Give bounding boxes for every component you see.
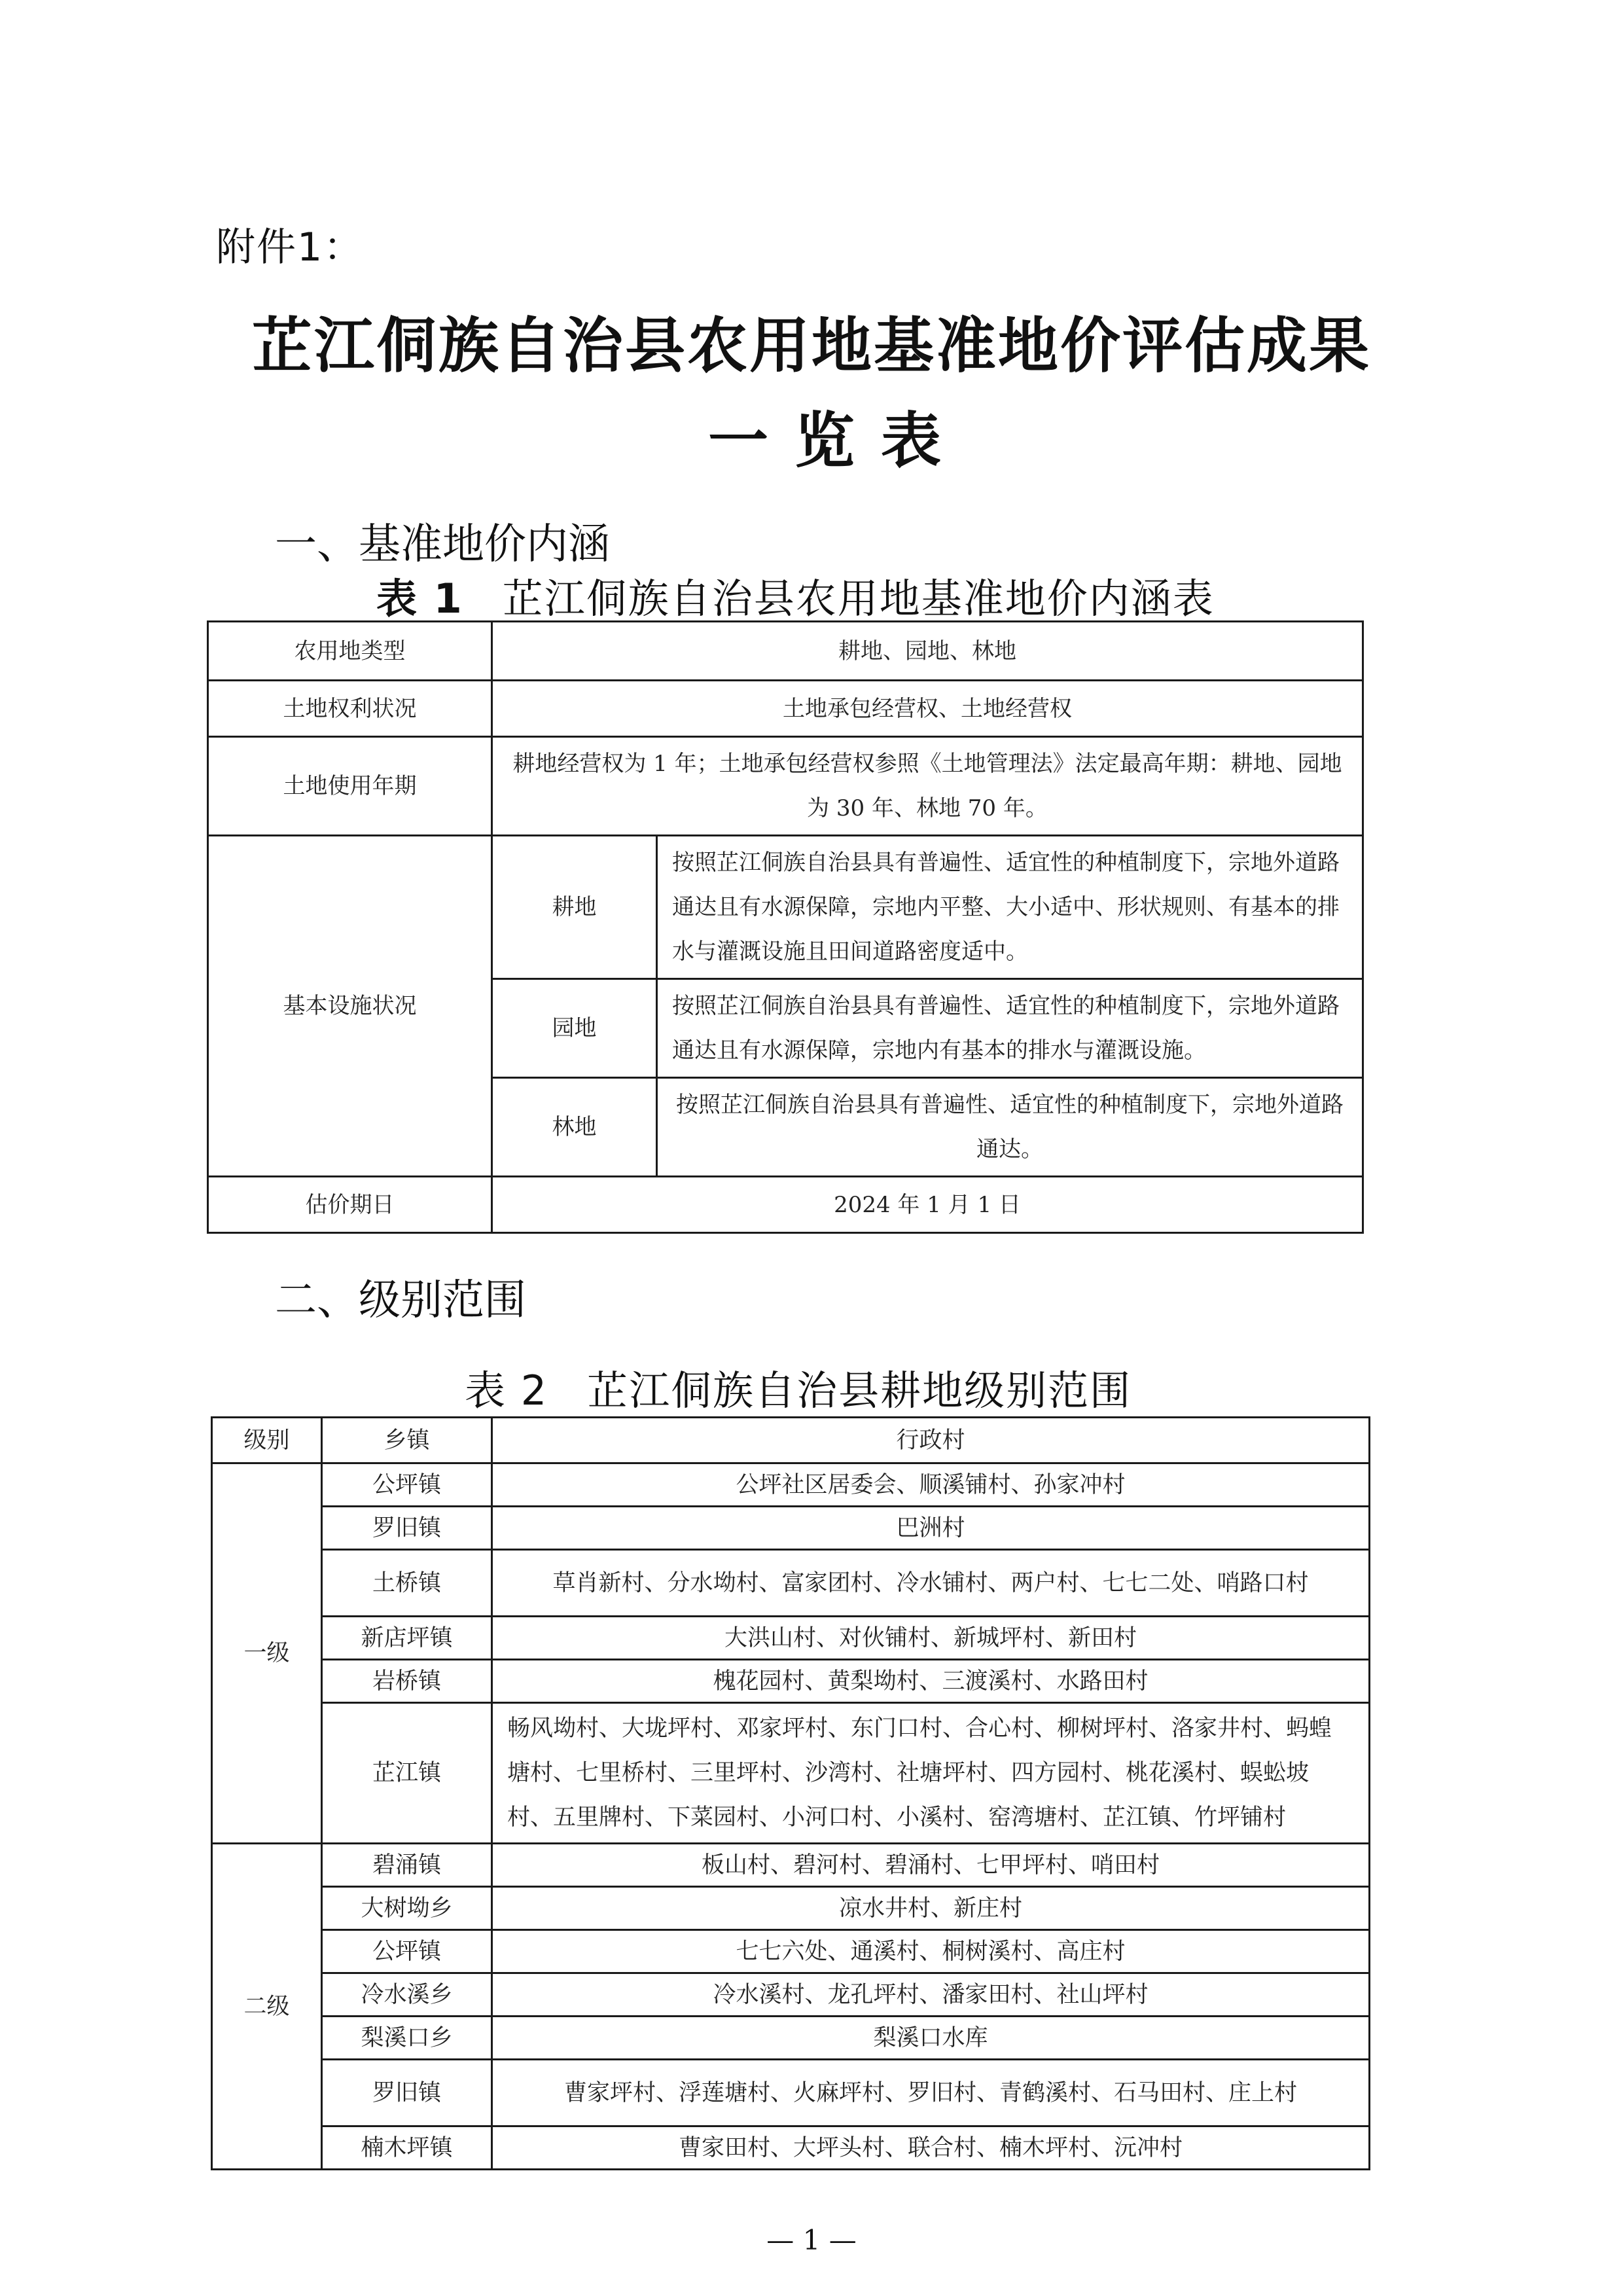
- row-label: 土地权利状况: [208, 681, 492, 737]
- infra-desc: 按照芷江侗族自治县具有普遍性、适宜性的种植制度下，宗地外道路通达且有水源保障，宗地内平整、大小适中、形状规则、有基本的排水与灌溉设施且田间道路密度适中。: [657, 836, 1363, 979]
- row-value: 土地承包经营权、土地经营权: [492, 681, 1363, 737]
- level-cell: 二级: [212, 1844, 322, 2170]
- table-row: [212, 2126, 1370, 2170]
- infra-type: 耕地: [492, 836, 657, 979]
- table-row: [212, 1973, 1370, 2017]
- villages-cell: 公坪社区居委会、顺溪铺村、孙家冲村: [492, 1463, 1370, 1507]
- town-cell: 公坪镇: [322, 1463, 492, 1507]
- section-heading-1: 一、基准地价内涵: [275, 520, 610, 569]
- land-price-definition-table: [207, 620, 1364, 1234]
- document-title-line2: 一览表: [707, 405, 967, 476]
- town-cell: 新店坪镇: [322, 1617, 492, 1660]
- infra-desc: 按照芷江侗族自治县具有普遍性、适宜性的种植制度下，宗地外道路通达且有水源保障，宗地内有基本的排水与灌溉设施。: [657, 979, 1363, 1078]
- table-row: [212, 2060, 1370, 2126]
- document-title-line1: 芷江侗族自治县农用地基准地价评估成果: [251, 310, 1371, 381]
- section-heading-2: 二、级别范围: [275, 1276, 526, 1325]
- table1-caption-number: 表 1: [376, 575, 463, 622]
- table2-caption: [465, 1358, 1132, 1416]
- table-header-row: [212, 1418, 1370, 1463]
- table-row: [208, 1177, 1363, 1233]
- town-cell: 楠木坪镇: [322, 2126, 492, 2170]
- table2-caption-title: 芷江侗族自治县耕地级别范围: [587, 1367, 1132, 1414]
- table-row: [212, 1660, 1370, 1703]
- town-cell: 土桥镇: [322, 1550, 492, 1617]
- row-label: 估价期日: [208, 1177, 492, 1233]
- villages-cell: 冷水溪村、龙孔坪村、潘家田村、社山坪村: [492, 1973, 1370, 2017]
- villages-cell: 巴洲村: [492, 1507, 1370, 1550]
- town-cell: 碧涌镇: [322, 1844, 492, 1887]
- villages-cell: 梨溪口水库: [492, 2017, 1370, 2060]
- farmland-level-range-table: [211, 1416, 1370, 2170]
- infra-desc: 按照芷江侗族自治县具有普遍性、适宜性的种植制度下，宗地外道路通达。: [657, 1078, 1363, 1177]
- villages-cell: 畅风坳村、大垅坪村、邓家坪村、东门口村、合心村、柳树坪村、洛家井村、蚂蝗塘村、七里桥村、三里坪村、沙湾村、社塘坪村、四方园村、桃花溪村、蜈蚣坡村、五里牌村、下菜园村、小河口村、小溪村、窑湾塘村、芷江镇、竹坪铺村: [492, 1703, 1370, 1844]
- villages-cell: 曹家田村、大坪头村、联合村、楠木坪村、沅冲村: [492, 2126, 1370, 2170]
- town-cell: 梨溪口乡: [322, 2017, 492, 2060]
- infra-type: 林地: [492, 1078, 657, 1177]
- row-label: 农用地类型: [208, 622, 492, 681]
- villages-cell: 槐花园村、黄梨坳村、三渡溪村、水路田村: [492, 1660, 1370, 1703]
- town-cell: 罗旧镇: [322, 1507, 492, 1550]
- table-row: [212, 2017, 1370, 2060]
- table-row: [212, 1507, 1370, 1550]
- row-label: 基本设施状况: [208, 836, 492, 1177]
- table2-caption-number: 表 2: [465, 1367, 548, 1414]
- villages-cell: 七七六处、通溪村、桐树溪村、高庄村: [492, 1930, 1370, 1973]
- table1-caption-title: 芷江侗族自治县农用地基准地价内涵表: [502, 575, 1215, 622]
- villages-cell: 板山村、碧河村、碧涌村、七甲坪村、哨田村: [492, 1844, 1370, 1887]
- table-row: [208, 836, 1363, 979]
- town-cell: 公坪镇: [322, 1930, 492, 1973]
- villages-cell: 大洪山村、对伙铺村、新城坪村、新田村: [492, 1617, 1370, 1660]
- table-row: [212, 1550, 1370, 1617]
- villages-cell: 曹家坪村、浮莲塘村、火麻坪村、罗旧村、青鹤溪村、石马田村、庄上村: [492, 2060, 1370, 2126]
- town-cell: 冷水溪乡: [322, 1973, 492, 2017]
- town-cell: 大树坳乡: [322, 1887, 492, 1930]
- row-label: 土地使用年期: [208, 737, 492, 836]
- table-row: [212, 1703, 1370, 1844]
- table-row: [208, 737, 1363, 836]
- row-value: 耕地经营权为 1 年；土地承包经营权参照《土地管理法》法定最高年期：耕地、园地为 30 年、林地 70 年。: [492, 737, 1363, 836]
- infra-type: 园地: [492, 979, 657, 1078]
- town-cell: 岩桥镇: [322, 1660, 492, 1703]
- table-row: [212, 1463, 1370, 1507]
- row-value: 耕地、园地、林地: [492, 622, 1363, 681]
- page-number: — 1 —: [766, 2224, 857, 2256]
- attachment-label: 附件1：: [216, 224, 365, 270]
- row-value: 2024 年 1 月 1 日: [492, 1177, 1363, 1233]
- table1-caption: [376, 566, 1215, 624]
- table-row: [208, 622, 1363, 681]
- table-row: [212, 1930, 1370, 1973]
- header-villages: 行政村: [492, 1418, 1370, 1463]
- level-cell: 一级: [212, 1463, 322, 1844]
- villages-cell: 凉水井村、新庄村: [492, 1887, 1370, 1930]
- table-row: [208, 681, 1363, 737]
- table-row: [212, 1844, 1370, 1887]
- header-town: 乡镇: [322, 1418, 492, 1463]
- header-level: 级别: [212, 1418, 322, 1463]
- town-cell: 罗旧镇: [322, 2060, 492, 2126]
- table-row: [212, 1617, 1370, 1660]
- town-cell: 芷江镇: [322, 1703, 492, 1844]
- villages-cell: 草肖新村、分水坳村、富家团村、冷水铺村、两户村、七七二处、哨路口村: [492, 1550, 1370, 1617]
- table-row: [212, 1887, 1370, 1930]
